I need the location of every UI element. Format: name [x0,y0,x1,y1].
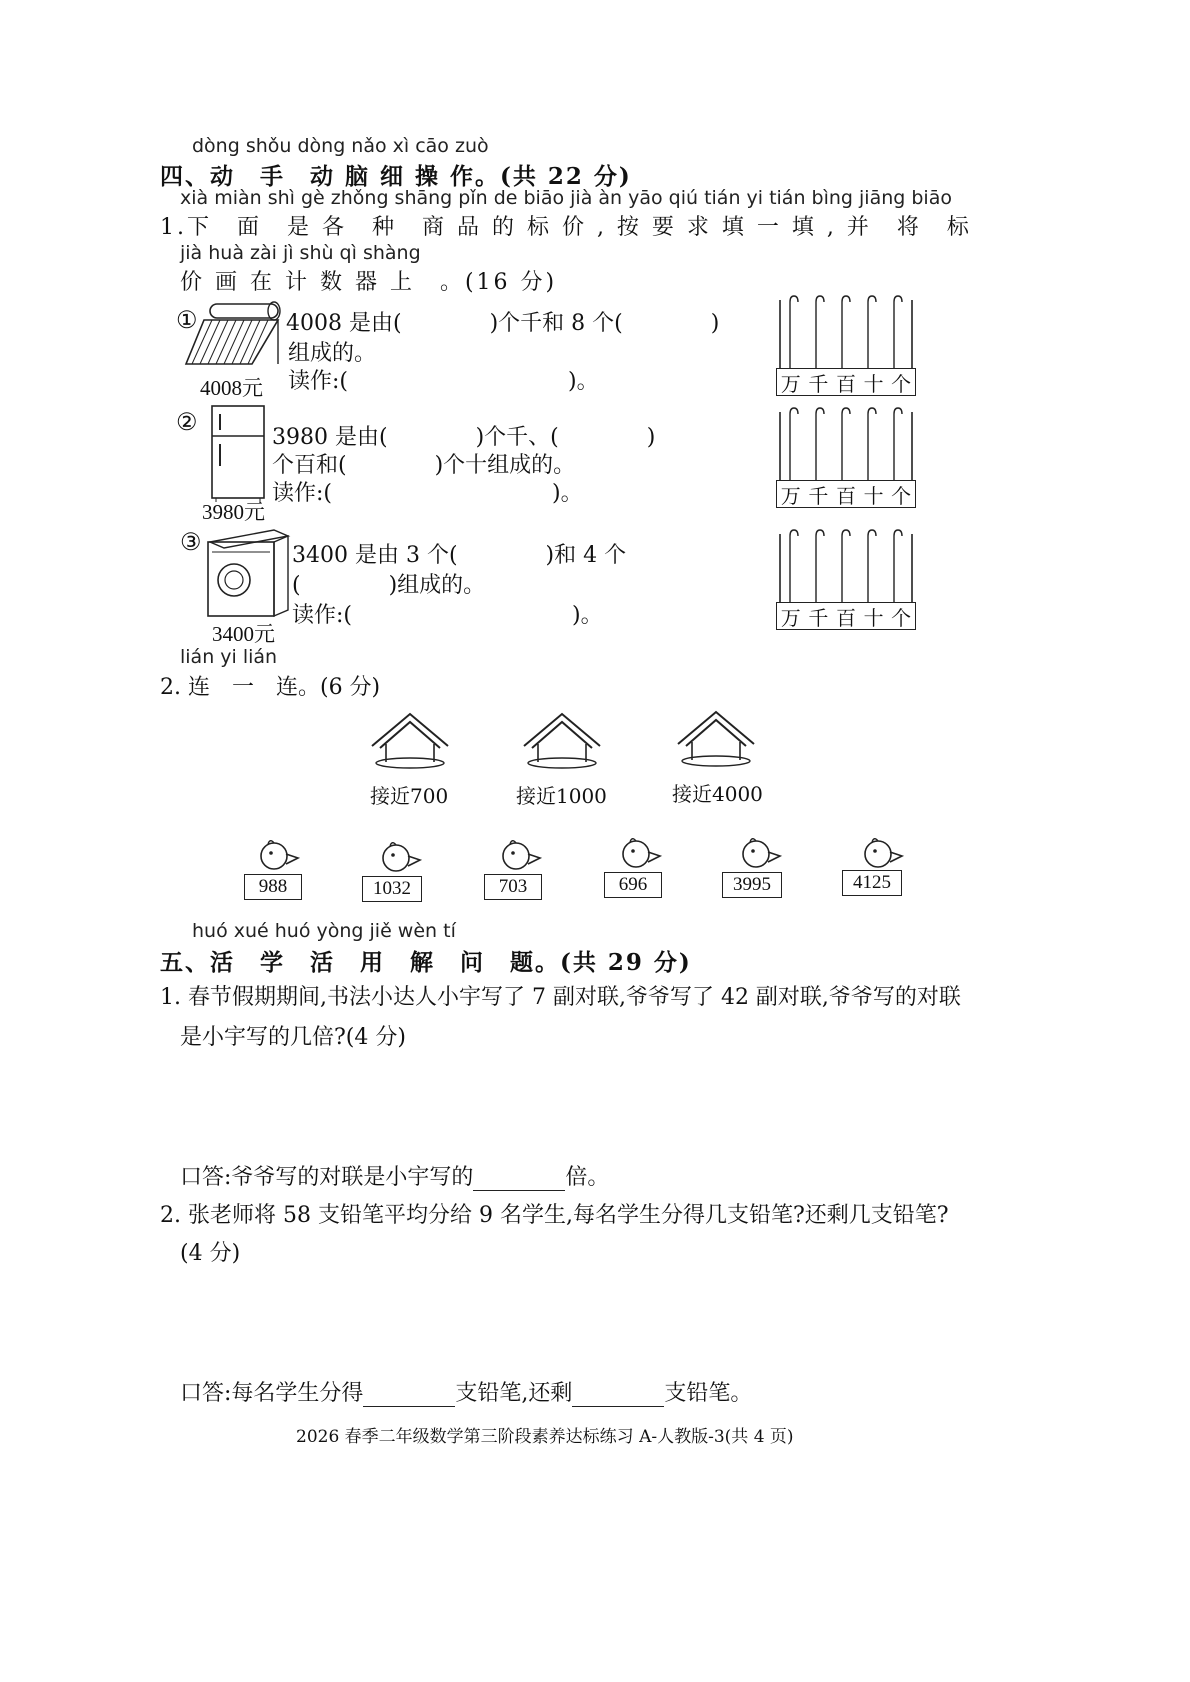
refrigerator-icon [206,404,270,502]
item1-line-2: 组成的。 [288,341,377,366]
item1-line-3: 读作:( )。 [288,369,599,394]
place-ge: 个 [891,605,912,630]
p2-answer [180,1376,752,1407]
item3-number: ③ [180,528,202,556]
place-qian: 千 [808,371,829,396]
place-qian: 千 [808,483,829,508]
p2-answer-middle: 支铅笔,还剩 [455,1381,573,1406]
duckling-icon [500,836,544,876]
item2-line-1: 3980 是由( )个千、( ) [272,425,656,450]
p2-line-2: (4 分) [180,1241,241,1266]
place-wan: 万 [780,371,801,396]
abacus-3[interactable] [776,506,916,630]
number-card-988[interactable]: 988 [244,874,302,900]
house-icon [520,708,604,770]
house-label-1000[interactable]: 接近1000 [516,784,607,808]
place-bai: 百 [835,483,856,508]
q1-pinyin-1: xià miàn shì gè zhǒng shāng pǐn de biāo jià àn yāo qiú tián yi tián bìng jiāng biāo [180,187,952,209]
washing-machine-icon [204,526,294,620]
p2-answer-prefix: 口答:每名学生分得 [180,1381,364,1406]
abacus-rods [776,272,916,372]
abacus-rods [776,506,916,606]
number-card-1032[interactable]: 1032 [362,876,422,902]
q1-line-2: 价 画 在 计 数 器 上 。(16 分) [180,270,558,295]
number-card-4125[interactable]: 4125 [842,870,902,896]
number-card-696[interactable]: 696 [604,872,662,898]
place-wan: 万 [780,483,801,508]
item3-line-3: 读作:( )。 [292,603,603,628]
item1-line-1: 4008 是由( )个千和 8 个( ) [286,311,720,336]
place-shi: 十 [863,371,884,396]
item3-line-2: ( )组成的。 [292,573,486,598]
abacus-1[interactable] [776,272,916,396]
item2-line-3: 读作:( )。 [272,481,583,506]
place-ge: 个 [891,371,912,396]
duckling-icon [258,836,302,876]
q2-title: 2. 连 一 连。(6 分) [160,675,381,700]
section5-title: 五、活 学 活 用 解 问 题。(共 29 分) [160,949,692,976]
place-wan: 万 [780,605,801,630]
item2-line-2: 个百和( )个十组成的。 [272,453,576,478]
house-icon [368,708,452,770]
item3-price: 3400元 [212,622,275,646]
p1-answer-blank[interactable] [473,1168,565,1191]
duckling-icon [740,834,784,874]
item2-number: ② [176,408,198,436]
item1-price: 4008元 [200,376,263,400]
place-ge: 个 [891,483,912,508]
section5-pinyin: huó xué huó yòng jiě wèn tí [192,920,456,942]
house-icon [674,706,758,768]
number-card-703[interactable]: 703 [484,874,542,900]
abacus-2[interactable] [776,384,916,508]
p1-answer-prefix: 口答:爷爷写的对联是小宇写的 [180,1165,474,1190]
q1-pinyin-2: jià huà zài jì shù qì shàng [180,242,421,264]
section4-pinyin: dòng shǒu dòng nǎo xì cāo zuò [192,135,489,157]
section4-title: 四、动 手 动 脑 细 操 作。(共 22 分) [160,163,632,190]
p1-line-2: 是小宇写的几倍?(4 分) [180,1025,406,1050]
house-label-700[interactable]: 接近700 [370,784,449,808]
item2-price: 3980元 [202,500,265,524]
p2-answer-blank-1[interactable] [363,1384,455,1407]
place-shi: 十 [863,483,884,508]
number-card-3995[interactable]: 3995 [722,872,782,898]
q2-pinyin: lián yi lián [180,646,278,668]
item1-number: ① [176,306,198,334]
p1-answer [180,1160,609,1191]
house-label-4000[interactable]: 接近4000 [672,782,763,806]
p1-line-1: 1. 春节假期期间,书法小达人小宇写了 7 副对联,爷爷写了 42 副对联,爷爷写的对联 [160,985,961,1010]
abacus-place-labels [776,602,916,630]
duckling-icon [620,834,664,874]
abacus-place-labels [776,480,916,508]
place-shi: 十 [863,605,884,630]
duckling-icon [380,838,424,878]
p2-answer-suffix: 支铅笔。 [664,1381,753,1406]
duckling-icon [862,834,906,874]
page-footer: 2026 春季二年级数学第三阶段素养达标练习 A-人教版-3(共 4 页) [296,1427,794,1447]
item3-line-1: 3400 是由 3 个( )和 4 个 [292,543,627,568]
place-bai: 百 [835,605,856,630]
q1-line-1: 1.下 面 是 各 种 商 品 的 标 价 , 按 要 求 填 一 填 , 并 将 标 [160,215,972,240]
water-heater-icon [182,298,292,370]
p2-line-1: 2. 张老师将 58 支铅笔平均分给 9 名学生,每名学生分得几支铅笔?还剩几支铅笔? [160,1203,949,1228]
p1-answer-suffix: 倍。 [565,1165,610,1190]
p2-answer-blank-2[interactable] [572,1384,664,1407]
abacus-rods [776,384,916,484]
place-bai: 百 [835,371,856,396]
place-qian: 千 [808,605,829,630]
